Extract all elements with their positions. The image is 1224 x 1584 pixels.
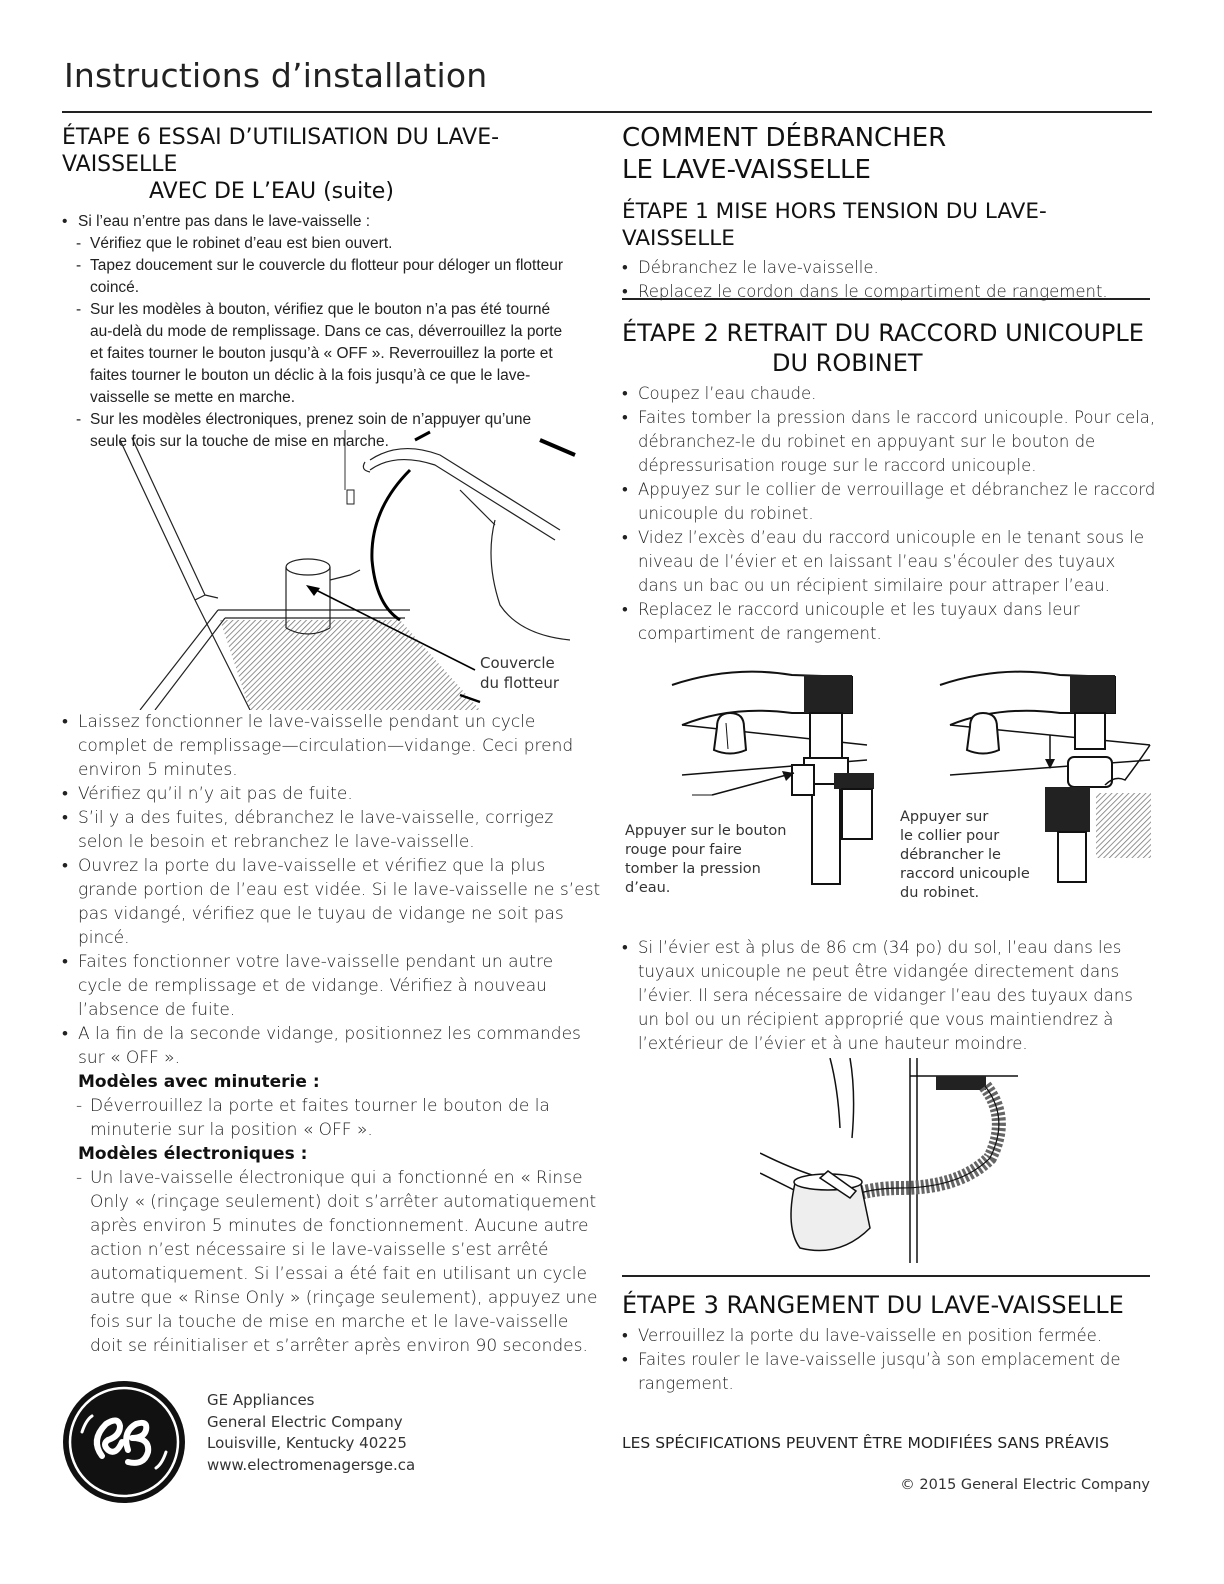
caption-line: Appuyer sur — [900, 809, 989, 825]
step2-title-line2: DU ROBINET — [772, 349, 923, 377]
caption-line: du robinet. — [900, 885, 980, 901]
float-cover-label — [480, 653, 559, 693]
step2-item: • Replacez le raccord unicouple et les tuyaux dans leur compartiment de rangement. — [622, 598, 1157, 646]
step1-item: • Débranchez le lave-vaisselle. — [622, 256, 1157, 280]
sink-note — [622, 936, 1157, 1056]
electronic-models-heading: Modèles électroniques : — [78, 1144, 308, 1164]
dash-item: - Sur les modèles électroniques, prenez soin de n’appuyer qu’une seule fois sur la touche de mise en marche. — [62, 409, 572, 453]
bullet-item: • Laissez fonctionner le lave-vaisselle pendant un cycle complet de remplissage—circulation—vidange. Ceci prend environ 5 minutes. — [62, 710, 602, 782]
caption-right — [900, 808, 1030, 903]
drain-into-bowl-illustration — [760, 1058, 1020, 1263]
main-title-line2: LE LAVE-VAISSELLE — [622, 155, 871, 185]
step2-title-line1: ÉTAPE 2 RETRAIT DU RACCORD UNICOUPLE — [622, 319, 1144, 347]
ge-logo — [62, 1380, 186, 1504]
step3-section — [622, 1290, 1157, 1396]
caption-line: le collier pour — [900, 828, 1000, 844]
step2-list — [622, 382, 1157, 646]
figure-label-line2: du flotteur — [480, 674, 560, 692]
sink-note-text: • Si l’évier est à plus de 86 cm (34 po) du sol, l’eau dans les tuyaux unicouple ne peut être vidangée directement dans l’évier. Il sera nécessaire de vidanger l’eau des tuyaux dans un bol ou un récipient approprié que vous maintiendrez à l’extérieur de l’évier et à une hauteur moindre. — [622, 936, 1157, 1056]
step6-title-line2: AVEC DE L’EAU (suite) — [149, 179, 394, 204]
dash-item: - Tapez doucement sur le couvercle du flotteur pour déloger un flotteur coincé. — [62, 255, 572, 299]
caption-line: Appuyer sur le bouton — [625, 823, 787, 839]
bullet-no-water: • Si l’eau n’entre pas dans le lave-vaisselle : — [62, 211, 592, 233]
caption-line: rouge pour faire — [625, 842, 742, 858]
address-line: Louisville, Kentucky 40225 — [207, 1434, 407, 1452]
caption-left — [625, 822, 786, 898]
step3-title: ÉTAPE 3 RANGEMENT DU LAVE-VAISSELLE — [622, 1291, 1124, 1319]
bullet-item: • A la fin de la seconde vidange, positionnez les commandes sur « OFF ». — [62, 1022, 602, 1070]
header-rule — [62, 111, 1152, 113]
drain-figure — [760, 1058, 1020, 1263]
dash-item: - Vérifiez que le robinet d’eau est bien ouvert. — [62, 233, 572, 255]
timer-models-text: - Déverrouillez la porte et faites tourner le bouton de la minuterie sur la position « OFF ». — [62, 1094, 602, 1142]
bullet-item: • S’il y a des fuites, débranchez le lave-vaisselle, corrigez selon le besoin et rebranchez le lave-vaisselle. — [62, 806, 602, 854]
bullet-item: • Faites fonctionner votre lave-vaisselle pendant un autre cycle de remplissage et de vidange. Vérifiez à nouveau l’absence de fuite. — [62, 950, 602, 1022]
step6-title-line1: ÉTAPE 6 ESSAI D’UTILISATION DU LAVE-VAISSELLE — [62, 125, 500, 177]
main-title-line1: COMMENT DÉBRANCHER — [622, 123, 947, 153]
step3-item: • Verrouillez la porte du lave-vaisselle en position fermée. — [622, 1324, 1157, 1348]
step1-item: • Replacez le cordon dans le compartiment de rangement. — [622, 280, 1157, 304]
ge-address — [207, 1390, 415, 1476]
no-water-section — [62, 211, 592, 453]
step2-item: • Appuyez sur le collier de verrouillage et débranchez le raccord unicouple du robinet. — [622, 478, 1157, 526]
timer-models-heading: Modèles avec minuterie : — [78, 1072, 320, 1092]
step2-item: • Coupez l’eau chaude. — [622, 382, 1157, 406]
figure-label-line1: Couvercle — [480, 654, 555, 672]
step2-item: • Faites tomber la pression dans le raccord unicouple. Pour cela, débranchez-le du robinet en appuyant sur le bouton de dépressurisation rouge sur le raccord unicouple. — [622, 406, 1157, 478]
left-lower-section — [62, 710, 602, 1358]
caption-line: raccord unicouple — [900, 866, 1030, 882]
caption-line: débrancher le — [900, 847, 1001, 863]
electronic-models-text: - Un lave-vaisselle électronique qui a fonctionné en « Rinse Only « (rinçage seulement) doit s’arrêter automatiquement après environ 5 minutes de fonctionnement. Aucune autre action n’est nécessaire si le lave-vaisselle s’est arrêté automatiquement. Si l’essai a été fait en utilisant un cycle autre que « Rinse Only » (rinçage seulement), appuyez une fois sur la touche de mise en marche et le lave-vaisselle doit se réinitialiser et s’arrêter après environ 90 secondes. — [62, 1166, 602, 1358]
step2-item: • Videz l’excès d’eau du raccord unicouple en le tenant sous le niveau de l’évier et en laissant l’eau s’écouler des tuyaux dans un bac ou un récipient similaire pour attraper l’eau. — [622, 526, 1157, 598]
caption-line: tomber la pression — [625, 861, 761, 877]
step1-list — [622, 256, 1157, 304]
step2-section — [622, 318, 1157, 646]
website-link[interactable]: www.electromenagersge.ca — [207, 1455, 416, 1474]
ge-logo-mark — [62, 1380, 186, 1504]
step3-item: • Faites rouler le lave-vaisselle jusqu’à son emplacement de rangement. — [622, 1348, 1157, 1396]
separator — [622, 298, 1150, 300]
copyright: © 2015 General Electric Company — [900, 1477, 1150, 1493]
specs-notice: LES SPÉCIFICATIONS PEUVENT ÊTRE MODIFIÉES SANS PRÉAVIS — [622, 1434, 1110, 1452]
bullet-item: • Ouvrez la porte du lave-vaisselle et vérifiez que la plus grande portion de l’eau est vidée. Si le lave-vaisselle ne s’est pas vidangé, vérifiez que le tuyau de vidange ne soit pas pincé. — [62, 854, 602, 950]
step1-title: ÉTAPE 1 MISE HORS TENSION DU LAVE-VAISSELLE — [622, 199, 1047, 251]
step3-list — [622, 1324, 1157, 1396]
bullet-item: • Vérifiez qu’il n’y ait pas de fuite. — [62, 782, 602, 806]
address-line: GE Appliances — [207, 1391, 315, 1409]
right-column — [622, 122, 1157, 304]
dash-item: - Sur les modèles à bouton, vérifiez que le bouton n’a pas été tourné au-delà du mode de remplissage. Dans ce cas, déverrouillez la porte et faites tourner le bouton jusqu’à « OFF ». Reverrouillez la porte et faites tourner le bouton un déclic à la fois jusqu’à ce que le lave-vaisselle se mette en marche. — [62, 299, 572, 409]
separator — [622, 1275, 1150, 1277]
left-column — [62, 124, 592, 453]
address-line: General Electric Company — [207, 1412, 403, 1431]
caption-line: d’eau. — [625, 880, 671, 896]
page-title: Instructions d’installation — [64, 56, 488, 95]
